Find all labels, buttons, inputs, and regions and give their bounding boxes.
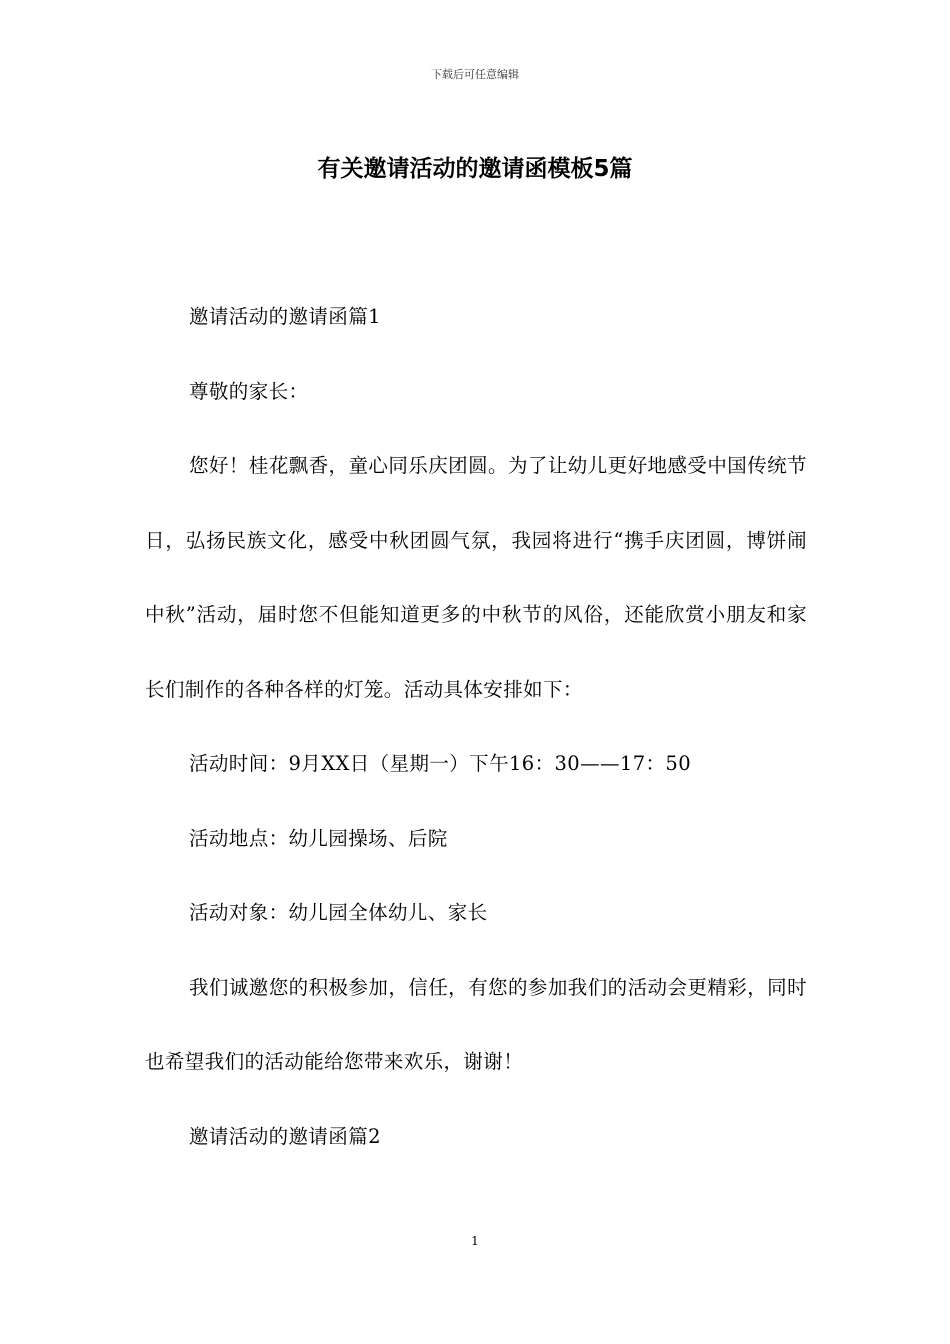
intro-paragraph: 您好！桂花飘香，童心同乐庆团圆。为了让幼儿更好地感受中国传统节日，弘扬民族文化，感受中秋团圆气氛，我园将进行“携手庆团圆，博饼闹中秋”活动，届时您不但能知道更多的中秋节的风俗，还能欣赏小朋友和家长们制作的各种各样的灯笼。活动具体安排如下： <box>145 454 807 701</box>
page-number: 1 <box>471 1234 479 1248</box>
document-title: 有关邀请活动的邀请函模板5篇 <box>317 156 633 182</box>
header-note: 下载后可任意编辑 <box>431 68 519 81</box>
event-time: 活动时间：9月XX日（星期一）下午16：30——17：50 <box>189 752 692 775</box>
section-heading-1: 邀请活动的邀请函篇1 <box>189 305 381 328</box>
event-audience: 活动对象：幼儿园全体幼儿、家长 <box>189 901 488 924</box>
event-location: 活动地点：幼儿园操场、后院 <box>189 826 448 850</box>
closing-paragraph: 我们诚邀您的积极参加，信任，有您的参加我们的活动会更精彩，同时也希望我们的活动能给您带来欢乐，谢谢！ <box>145 975 807 1073</box>
salutation: 尊敬的家长： <box>189 379 309 403</box>
document-body <box>145 280 807 1174</box>
section-heading-2: 邀请活动的邀请函篇2 <box>189 1124 381 1148</box>
